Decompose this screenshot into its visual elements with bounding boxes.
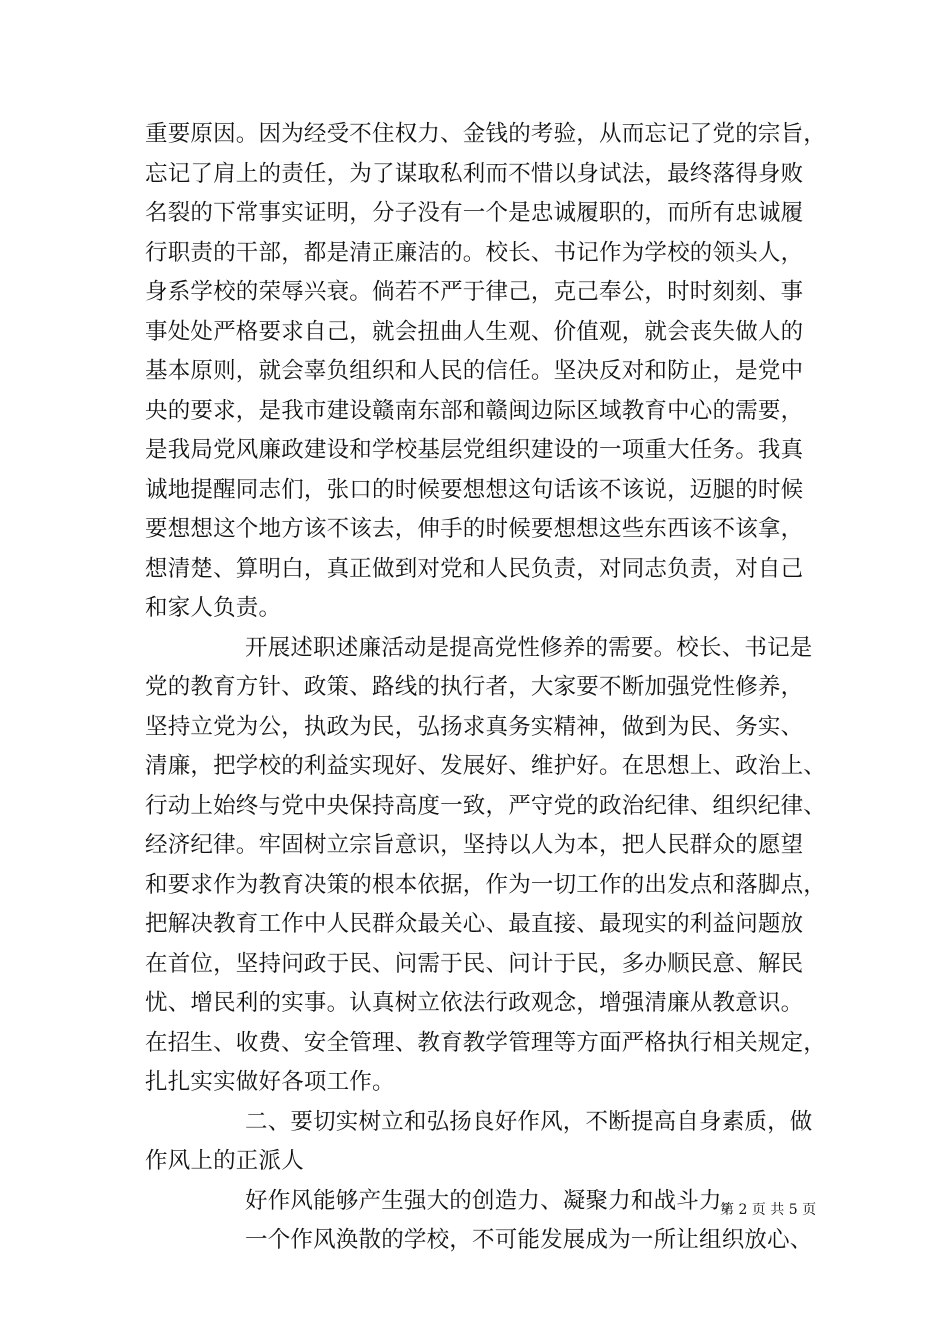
text-line: 把解决教育工作中人民群众最关心、最直接、最现实的利益问题放 <box>145 911 804 937</box>
text-line: 清廉，把学校的利益实现好、发展好、维护好。在思想上、政治上、 <box>145 753 827 779</box>
text-line: 行动上始终与党中央保持高度一致，严守党的政治纪律、组织纪律、 <box>145 792 827 819</box>
paragraph-first-line: 好作风能够产生强大的创造力、凝聚力和战斗力。 <box>245 1187 745 1214</box>
text-line: 忧、增民利的实事。认真树立依法行政观念，增强清廉从教意识。 <box>145 990 804 1016</box>
text-line: 身系学校的荣辱兴衰。倘若不严于律己，克己奉公，时时刻刻、事 <box>145 279 804 305</box>
text-line: 基本原则，就会辜负组织和人民的信任。坚决反对和防止，是党中 <box>145 358 804 384</box>
text-line: 和家人负责。 <box>145 595 282 621</box>
paragraph-first-line: 开展述职述廉活动是提高党性修养的需要。校长、书记是 <box>245 634 813 661</box>
text-line: 和要求作为教育决策的根本依据，作为一切工作的出发点和落脚点， <box>145 871 827 898</box>
text-line: 央的要求，是我市建设赣南东部和赣闽边际区域教育中心的需要， <box>145 397 804 424</box>
text-line: 想清楚、算明白，真正做到对党和人民负责，对同志负责，对自己 <box>145 555 804 582</box>
text-line: 经济纪律。牢固树立宗旨意识，坚持以人为本，把人民群众的愿望 <box>145 832 804 858</box>
text-line: 坚持立党为公，执政为民，弘扬求真务实精神，做到为民、务实、 <box>145 713 804 740</box>
text-line: 在招生、收费、安全管理、教育教学管理等方面严格执行相关规定， <box>145 1029 827 1056</box>
text-line: 重要原因。因为经受不住权力、金钱的考验，从而忘记了党的宗旨， <box>145 121 827 147</box>
text-line: 要想想这个地方该不该去，伸手的时候要想想这些东西该不该拿， <box>145 516 804 542</box>
page-number-footer: 第 2 页 共 5 页 <box>720 1202 817 1218</box>
text-line: 事处处严格要求自己，就会扭曲人生观、价值观，就会丧失做人的 <box>145 318 804 345</box>
text-line: 行职责的干部，都是清正廉洁的。校长、书记作为学校的领头人， <box>145 239 804 266</box>
text-line: 名裂的下常事实证明，分子没有一个是忠诚履职的，而所有忠诚履 <box>145 200 804 226</box>
text-line: 是我局党风廉政建设和学校基层党组织建设的一项重大任务。我真 <box>145 437 804 463</box>
text-line: 忘记了肩上的责任，为了谋取私利而不惜以身试法，最终落得身败 <box>145 160 804 187</box>
paragraph-first-line: 一个作风涣散的学校，不可能发展成为一所让组织放心、 <box>245 1227 813 1253</box>
section-heading-line: 二、要切实树立和弘扬良好作风，不断提高自身素质，做 <box>245 1108 813 1135</box>
text-line: 在首位，坚持问政于民、问需于民、问计于民，多办顺民意、解民 <box>145 950 804 977</box>
section-heading-line: 作风上的正派人 <box>145 1148 304 1174</box>
text-line: 扎扎实实做好各项工作。 <box>145 1069 395 1095</box>
text-line: 党的教育方针、政策、路线的执行者，大家要不断加强党性修养， <box>145 674 804 700</box>
text-line: 诚地提醒同志们，张口的时候要想想这句话该不该说，迈腿的时候 <box>145 476 804 503</box>
